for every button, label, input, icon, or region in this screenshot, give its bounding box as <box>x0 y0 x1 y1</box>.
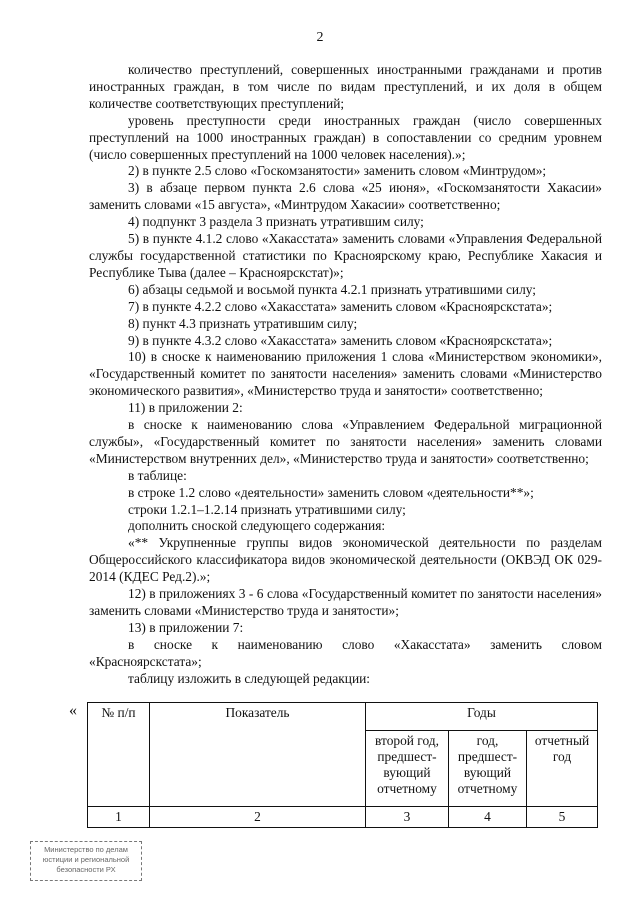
paragraph: 12) в приложениях 3 - 6 слова «Государственный комитет по занятости населения» заменить словами «Министерство труда и занятости»; <box>89 586 602 618</box>
paragraph: 9) в пункте 4.3.2 слово «Хакасстата» заменить словом «Красноярскстата»; <box>128 332 553 348</box>
index-cell: 1 <box>88 807 150 828</box>
page-number: 2 <box>316 30 324 45</box>
paragraph: 2) в пункте 2.5 слово «Госкомзанятости» заменить словом «Минтрудом»; <box>128 163 547 179</box>
paragraph: 6) абзацы седьмой и восьмой пункта 4.2.1 признать утратившими силу; <box>128 281 537 297</box>
paragraph: количество преступлений, совершенных иностранными гражданами и против иностранных граждан, в том числе по видам преступлений, и их доля в общем количестве соответствующих преступлений; <box>89 62 602 111</box>
stamp-line: юстиции и региональной <box>42 855 130 864</box>
paragraph: 10) в сноске к наименованию приложения 1 слова «Министерством экономики», «Государственный комитет по занятости населения» заменить словами «Министерство экономического развития», «Министерство труда и занятости» соответственно; <box>89 349 602 399</box>
paragraph: уровень преступности среди иностранных граждан (число совершенных преступлений на 1000 иностранных граждан) в сопоставлении со средним уровнем (число совершенных преступлений на 1000 человек населения).»; <box>89 112 602 162</box>
paragraph: строки 1.2.1–1.2.14 признать утратившими силу; <box>128 501 406 517</box>
table-opening-quote: « <box>69 702 77 719</box>
document-body <box>89 62 602 688</box>
paragraph: 7) в пункте 4.2.2 слово «Хакасстата» заменить словом «Красноярскстата»; <box>128 298 553 314</box>
registration-stamp <box>30 841 142 881</box>
paragraph: 5) в пункте 4.1.2 слово «Хакасстата» заменить словами «Управления Федеральной службы государственной статистики по Красноярскому краю, Республике Хакасия и Республике Тыва (далее – Красноярскстат)»; <box>89 231 602 280</box>
paragraph: 13) в приложении 7: <box>128 619 244 635</box>
paragraph: в строке 1.2 слово «деятельности» заменить словом «деятельности**»; <box>128 484 534 500</box>
header-years: Годы <box>366 703 598 731</box>
index-cell: 3 <box>366 807 449 828</box>
index-cell: 5 <box>527 807 598 828</box>
paragraph: в таблице: <box>128 467 187 483</box>
index-cell: 4 <box>449 807 527 828</box>
header-year-previous: год, предшест-вующий отчетному <box>449 731 527 807</box>
paragraph: дополнить сноской следующего содержания: <box>128 518 386 534</box>
indicator-table <box>87 702 598 828</box>
index-cell: 2 <box>150 807 366 828</box>
paragraph: в сноске к наименованию слова «Управлением Федеральной миграционной службы», «Государственный комитет по занятости населения» заменить словами «Министерством внутренних дел», «Министерство труда и занятости» соответственно; <box>89 417 602 466</box>
stamp-line: безопасности РХ <box>56 865 116 874</box>
paragraph: 11) в приложении 2: <box>128 400 243 416</box>
paragraph: в сноске к наименованию слово «Хакасстата» заменить словом «Красноярскстата»; <box>89 636 602 669</box>
header-indicator: Показатель <box>150 703 366 807</box>
paragraph: 3) в абзаце первом пункта 2.6 слова «25 июня», «Госкомзанятости Хакасии» заменить словами «15 августа», «Минтрудом Хакасии» соответственно; <box>89 180 602 213</box>
paragraph: «** Укрупненные группы видов экономической деятельности по разделам Общероссийского классификатора видов экономической деятельности (ОКВЭД ОК 029-2014 (КДЕС Ред.2).»; <box>89 535 602 585</box>
header-year-reporting: отчетный год <box>527 731 598 807</box>
paragraph: 4) подпункт 3 раздела 3 признать утратившим силу; <box>128 214 424 230</box>
paragraph: 8) пункт 4.3 признать утратившим силу; <box>128 315 358 331</box>
paragraph: таблицу изложить в следующей редакции: <box>128 670 371 686</box>
stamp-line: Министерство по делам <box>44 845 128 854</box>
header-row-number: № п/п <box>88 703 150 807</box>
header-year-second-previous: второй год, предшест-вующий отчетному <box>366 731 449 807</box>
